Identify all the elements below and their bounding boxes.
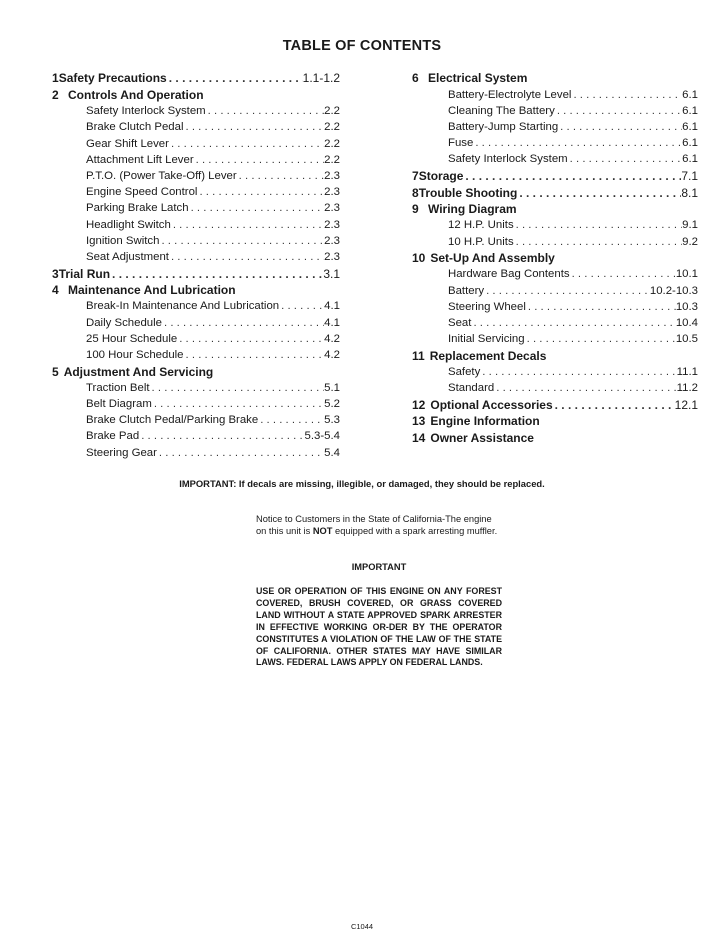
toc-section-number: 12 <box>412 397 426 412</box>
toc-leader-dots <box>206 103 325 119</box>
toc-page-number: 1.1-1.2 <box>302 71 340 86</box>
toc-section-12 <box>412 397 698 413</box>
toc-entry-label: Seat Adjustment <box>86 251 169 264</box>
toc-entry-label: P.T.O. (Power Take-Off) Lever <box>86 170 237 182</box>
toc-section-label: Electrical System <box>428 71 528 86</box>
notice-text-start: Notice to Customers in the State of California-The engine on this unit is <box>256 514 492 537</box>
toc-section-number: 9 <box>412 202 419 217</box>
toc-leader-dots <box>197 184 324 200</box>
toc-leader-dots <box>480 364 676 380</box>
toc-entry <box>412 151 698 167</box>
toc-leader-dots <box>568 151 683 167</box>
toc-page-number: 11.2 <box>676 382 698 395</box>
toc-leader-dots <box>471 315 675 331</box>
toc-leader-dots <box>162 315 324 331</box>
toc-leader-dots <box>525 331 676 347</box>
toc-section-number: 8 <box>412 185 419 200</box>
toc-leader-dots <box>189 200 325 216</box>
toc-leader-dots <box>473 135 682 151</box>
toc-entry-label: Battery-Electrolyte Level <box>448 88 572 101</box>
toc-section-label: Controls And Operation <box>68 87 204 102</box>
toc-entry <box>412 234 698 250</box>
toc-entry-label: Daily Schedule <box>86 316 162 329</box>
toc-page-number: 9.1 <box>682 219 698 232</box>
toc-entry <box>52 396 340 412</box>
toc-page-number: 2.3 <box>324 234 340 247</box>
spark-arrester-warning: USE OR OPERATION OF THIS ENGINE ON ANY FOREST COVERED, BRUSH COVERED, OR GRASS COVERED LAND WITHOUT A STATE APPROVED SPARK ARRESTER IN EFFECTIVE WORKING OR-DER BY THE OPERATOR CONSTITUTES A VIOLATION OF THE LAW OF THE STATE OF CALIFORNIA. OTHER STATES MAY HAVE SIMILAR LAWS. FEDERAL LAWS APPLY ON FEDERAL LANDS. <box>256 586 502 668</box>
toc-page-number: 10.4 <box>675 317 698 329</box>
toc-page-number: 2.2 <box>324 137 340 150</box>
toc-page-number: 10.2-10.3 <box>649 284 698 297</box>
toc-page-number: 5.3-5.4 <box>304 430 340 443</box>
toc-page-number: 2.3 <box>324 170 340 182</box>
toc-entry <box>412 364 698 380</box>
toc-section-label: Safety Precautions <box>58 71 167 86</box>
toc-leader-dots <box>484 283 650 299</box>
toc-section-number: 11 <box>412 348 425 363</box>
toc-section-number: 6 <box>412 71 419 86</box>
toc-leader-dots <box>159 233 324 249</box>
toc-section-number: 7 <box>412 169 419 183</box>
toc-entry <box>52 217 340 233</box>
toc-section-label: Engine Information <box>430 414 540 429</box>
toc-leader-dots <box>494 380 676 396</box>
toc-entry <box>52 428 340 444</box>
toc-entry <box>412 315 698 331</box>
toc-page-number: 11.1 <box>676 366 698 378</box>
toc-leader-dots <box>184 119 325 135</box>
toc-leader-dots <box>517 185 681 201</box>
toc-page-number: 12.1 <box>674 397 698 412</box>
toc-leader-dots <box>237 168 324 184</box>
toc-leader-dots <box>514 217 683 233</box>
toc-entry <box>52 347 340 363</box>
toc-leader-dots <box>558 119 682 135</box>
toc-page-number: 5.1 <box>324 381 340 394</box>
toc-leader-dots <box>553 397 675 413</box>
toc-page-number: 9.2 <box>682 235 698 248</box>
toc-leader-dots <box>279 298 324 314</box>
toc-entry <box>52 200 340 216</box>
toc-page-number: 3.1 <box>323 266 340 281</box>
toc-page-number: 2.3 <box>324 202 340 215</box>
toc-entry-label: Battery <box>448 284 485 297</box>
toc-entry <box>52 380 340 396</box>
toc-section-label: Optional Accessories <box>430 397 553 412</box>
toc-section-number: 1 <box>52 71 59 86</box>
toc-entry-label: Brake Clutch Pedal/Parking Brake <box>86 414 259 427</box>
toc-leader-dots <box>526 299 676 315</box>
toc-entry <box>52 315 340 331</box>
toc-entry-label: Seat <box>448 317 472 329</box>
california-notice <box>256 513 502 538</box>
toc-page-number: 4.2 <box>324 332 340 345</box>
toc-section-9 <box>412 201 698 217</box>
toc-entry <box>52 412 340 428</box>
toc-page-number: 6.1 <box>682 121 698 133</box>
toc-leader-dots <box>555 103 682 119</box>
toc-section-label: Trouble Shooting <box>418 185 518 200</box>
toc-entry-label: Initial Servicing <box>448 333 525 346</box>
toc-section-label: Storage <box>418 169 464 183</box>
toc-page-number: 8.1 <box>681 185 698 200</box>
toc-section-label: Trial Run <box>58 266 111 281</box>
toc-entry <box>412 283 698 299</box>
toc-page-number: 2.2 <box>324 121 340 134</box>
toc-entry <box>52 249 340 265</box>
toc-entry-label: Attachment Lift Lever <box>86 153 194 166</box>
toc-page-number: 2.3 <box>324 186 340 199</box>
toc-entry-label: 10 H.P. Units <box>448 235 514 248</box>
toc-entry <box>52 168 340 184</box>
toc-page-number: 4.1 <box>324 300 340 313</box>
toc-entry <box>412 135 698 151</box>
toc-entry-label: Gear Shift Lever <box>86 137 169 150</box>
toc-section-label: Replacement Decals <box>429 348 547 363</box>
toc-leader-dots <box>184 347 325 363</box>
toc-entry-label: Break-In Maintenance And Lubrication <box>86 300 280 313</box>
toc-section-number: 5 <box>52 364 59 379</box>
toc-section-number: 10 <box>412 251 426 266</box>
toc-entry-label: Battery-Jump Starting <box>448 121 559 133</box>
toc-section-4 <box>52 282 340 298</box>
toc-page-number: 4.2 <box>324 349 340 362</box>
toc-section-label: Wiring Diagram <box>428 202 517 217</box>
important-heading: IMPORTANT <box>351 562 407 572</box>
toc-section-3 <box>52 266 340 282</box>
toc-entry <box>52 445 340 461</box>
toc-entry <box>412 103 698 119</box>
toc-entry <box>412 119 698 135</box>
toc-entry-label: Traction Belt <box>86 381 150 394</box>
toc-entry <box>52 184 340 200</box>
toc-section-number: 13 <box>412 414 426 429</box>
toc-section-11 <box>412 348 698 364</box>
document-code: C1044 <box>350 922 374 931</box>
toc-entry-label: Fuse <box>448 137 474 150</box>
toc-section-number: 4 <box>52 283 59 298</box>
toc-entry <box>412 380 698 396</box>
toc-section-13 <box>412 413 698 429</box>
toc-page-number: 2.3 <box>324 218 340 231</box>
toc-page-number: 6.1 <box>682 153 698 166</box>
notice-text-end: equipped with a spark arresting muffler. <box>332 526 498 537</box>
toc-entry-label: Safety Interlock System <box>86 105 206 118</box>
toc-page-number: 10.3 <box>675 300 698 313</box>
toc-leader-dots <box>150 380 325 396</box>
toc-page-number: 6.1 <box>682 104 698 117</box>
toc-section-14 <box>412 430 698 446</box>
toc-page-number: 7.1 <box>681 169 698 183</box>
toc-entry <box>412 87 698 103</box>
toc-section-2 <box>52 87 340 103</box>
toc-entry-label: Engine Speed Control <box>86 186 198 199</box>
decals-important-note: IMPORTANT: If decals are missing, illegible, or damaged, they should be replaced. <box>179 478 545 489</box>
toc-page-number: 5.2 <box>324 398 340 411</box>
toc-leader-dots <box>177 331 324 347</box>
toc-entry-label: Steering Wheel <box>448 300 526 313</box>
toc-section-label: Owner Assistance <box>430 430 534 445</box>
toc-entry <box>52 298 340 314</box>
toc-entry <box>52 233 340 249</box>
toc-entry-label: Steering Gear <box>86 446 157 459</box>
toc-entry <box>52 119 340 135</box>
toc-entry-label: Safety <box>448 366 481 378</box>
toc-section-label: Set-Up And Assembly <box>430 251 555 266</box>
toc-page-number: 2.2 <box>324 105 340 118</box>
toc-leader-dots <box>171 217 324 233</box>
toc-leader-dots <box>194 152 325 168</box>
toc-entry-label: Belt Diagram <box>86 398 152 411</box>
toc-page-number: 4.1 <box>324 316 340 329</box>
toc-leader-dots <box>169 249 324 265</box>
toc-entry <box>412 266 698 282</box>
toc-entry-label: Standard <box>448 382 495 395</box>
toc-page-number: 10.1 <box>675 268 698 281</box>
toc-leader-dots <box>110 266 323 282</box>
toc-section-7 <box>412 168 698 184</box>
toc-entry-label: Safety Interlock System <box>448 153 568 166</box>
toc-entry-label: Cleaning The Battery <box>448 104 555 117</box>
toc-right-column <box>412 70 698 446</box>
toc-page-number: 5.3 <box>324 414 340 427</box>
toc-leader-dots <box>571 87 682 103</box>
toc-entry-label: Parking Brake Latch <box>86 202 189 215</box>
toc-leader-dots <box>258 412 324 428</box>
toc-section-number: 3 <box>52 266 59 281</box>
toc-leader-dots <box>139 428 304 444</box>
toc-page-number: 6.1 <box>682 88 698 101</box>
toc-entry-label: Hardware Bag Contents <box>448 268 570 281</box>
toc-left-column <box>52 70 340 461</box>
toc-page-number: 6.1 <box>682 137 698 150</box>
toc-section-6 <box>412 70 698 86</box>
toc-leader-dots <box>152 396 324 412</box>
toc-entry <box>412 217 698 233</box>
toc-section-label: Adjustment And Servicing <box>63 364 214 379</box>
toc-section-10 <box>412 250 698 266</box>
toc-entry <box>412 299 698 315</box>
toc-entry <box>52 103 340 119</box>
toc-section-number: 14 <box>412 430 426 445</box>
toc-section-8 <box>412 185 698 201</box>
toc-entry <box>52 331 340 347</box>
notice-emphasis: NOT <box>312 526 333 537</box>
toc-leader-dots <box>167 70 303 86</box>
toc-page-number: 5.4 <box>324 446 340 459</box>
toc-entry-label: Headlight Switch <box>86 218 171 231</box>
toc-section-1 <box>52 70 340 86</box>
toc-entry <box>52 152 340 168</box>
toc-entry <box>412 331 698 347</box>
toc-entry <box>52 136 340 152</box>
toc-leader-dots <box>157 445 324 461</box>
toc-leader-dots <box>169 136 324 152</box>
toc-entry-label: Brake Clutch Pedal <box>86 121 184 134</box>
toc-entry-label: Ignition Switch <box>86 234 160 247</box>
toc-page-number: 10.5 <box>675 333 698 346</box>
toc-entry-label: Brake Pad <box>86 430 140 443</box>
toc-section-label: Maintenance And Lubrication <box>68 283 236 298</box>
toc-page-number: 2.2 <box>324 153 340 166</box>
toc-entry-label: 12 H.P. Units <box>448 219 514 232</box>
toc-section-5 <box>52 364 340 380</box>
toc-page-number: 2.3 <box>324 251 340 264</box>
toc-entry-label: 100 Hour Schedule <box>86 349 184 362</box>
toc-section-number: 2 <box>52 87 59 102</box>
toc-leader-dots <box>514 234 683 250</box>
page-title: TABLE OF CONTENTS <box>282 38 442 54</box>
toc-entry-label: 25 Hour Schedule <box>86 332 178 345</box>
toc-leader-dots <box>570 266 676 282</box>
toc-leader-dots <box>463 168 681 184</box>
